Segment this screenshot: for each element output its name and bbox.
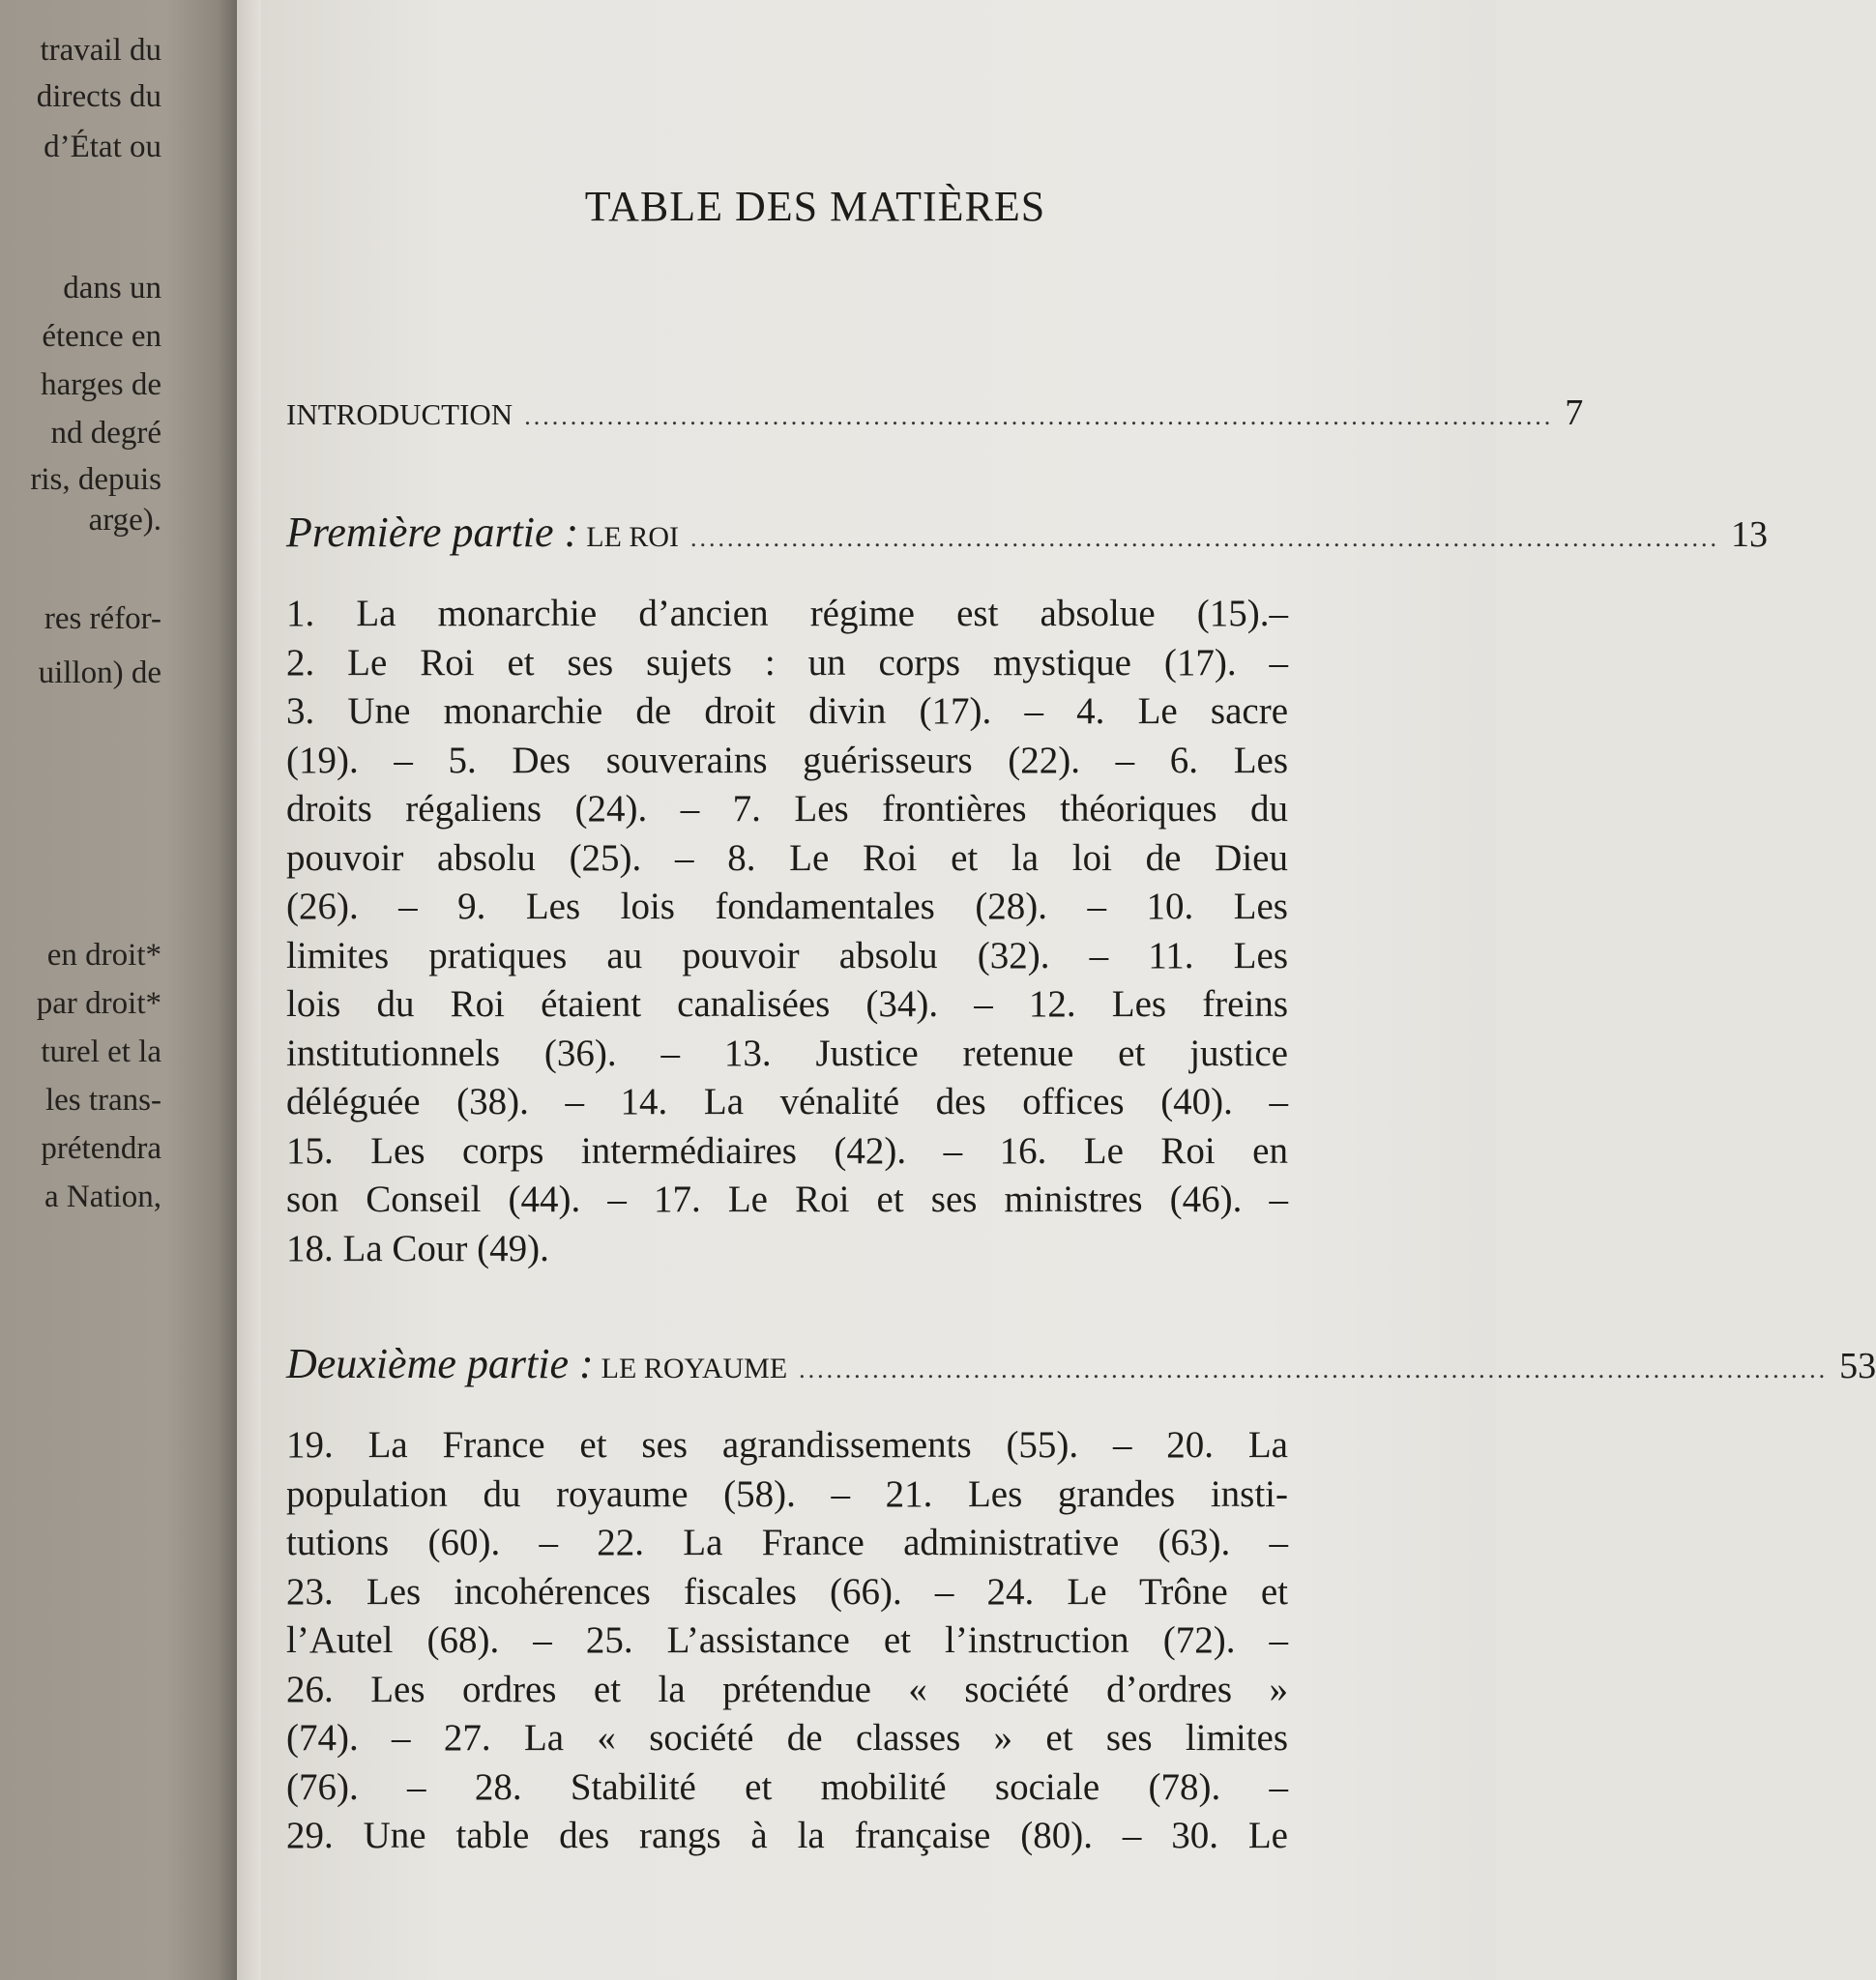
part-title: Deuxième partie : [286,1340,594,1387]
left-page-line: a Nation, [44,1179,161,1214]
toc-line: déléguée (38). – 14. La vénalité des offices (40). – [286,1081,1288,1122]
toc-line: 19. La France et ses agrandissements (55). – 20. La [286,1424,1288,1466]
left-page-line: ris, depuis [30,462,161,497]
entry-page: 13 [1731,514,1769,555]
toc-line: institutionnels (36). – 13. Justice retenue et justice [286,1032,1288,1074]
entry-label: INTRODUCTION [286,397,513,431]
left-page-line: prétendra [41,1131,161,1166]
toc-entry-part1 [286,508,1769,557]
left-page-line: en droit* [46,938,161,973]
toc-line: tutions (60). – 22. La France administrative (63). – [286,1522,1288,1563]
left-page-line: turel et la [41,1034,161,1069]
left-page-line: travail du [40,33,161,68]
toc-line: 2. Le Roi et ses sujets : un corps mystique (17). – [286,641,1288,684]
part-subtitle: LE ROYAUME [601,1353,788,1384]
left-page-line: par droit* [36,986,161,1021]
toc-line: 29. Une table des rangs à la française (80). – 30. Le [286,1815,1288,1856]
left-page-line: uillon) de [38,655,161,690]
toc-line: son Conseil (44). – 17. Le Roi et ses ministres (46). – [286,1179,1288,1220]
left-page-line: res réfor- [44,601,161,636]
toc-line: 1. La monarchie d’ancien régime est absolue (15).– [286,593,1288,634]
toc-line: 15. Les corps intermédiaires (42). – 16. Le Roi en [286,1129,1288,1172]
toc-line: (19). – 5. Des souverains guérisseurs (22). – 6. Les [286,739,1288,781]
leader-dots: ................................................................................................................ [690,524,1720,552]
toc-line: (74). – 27. La « société de classes » et ses limites [286,1717,1288,1759]
page-title: TABLE DES MATIÈRES [584,183,1046,230]
toc-line: 18. La Cour (49). [286,1227,549,1269]
toc-entry-introduction [286,392,1584,434]
left-page-line: arge). [88,503,161,538]
part-subtitle: LE ROI [586,521,680,553]
left-page-line: nd degré [50,416,161,451]
part-title: Première partie : [286,509,579,556]
toc-line: (26). – 9. Les lois fondamentales (28). – 10. Les [286,886,1288,927]
toc-entry-part2 [286,1339,1876,1388]
toc-line: l’Autel (68). – 25. L’assistance et l’instruction (72). – [286,1619,1288,1661]
left-page-line: étence en [42,319,161,354]
left-page-line: d’État ou [44,130,161,164]
leader-dots: ................................................................................................................ [524,402,1554,430]
toc-line: (76). – 28. Stabilité et mobilité sociale (78). – [286,1765,1288,1808]
toc-line: 3. Une monarchie de droit divin (17). – 4. Le sacre [286,690,1288,732]
toc-line: 23. Les incohérences fiscales (66). – 24. Le Trône et [286,1570,1288,1613]
toc-line: lois du Roi étaient canalisées (34). – 12. Les freins [286,983,1288,1025]
toc-line: limites pratiques au pouvoir absolu (32). – 11. Les [286,934,1288,976]
entry-page: 53 [1839,1346,1876,1386]
toc-line: pouvoir absolu (25). – 8. Le Roi et la loi de Dieu [286,836,1288,879]
left-page-line: directs du [36,79,161,114]
left-page-line: harges de [41,367,161,402]
toc-line: 26. Les ordres et la prétendue « société d’ordres » [286,1668,1288,1710]
entry-page: 7 [1565,393,1584,433]
left-page-line: dans un [63,271,161,306]
toc-line: droits régaliens (24). – 7. Les frontières théoriques du [286,788,1288,830]
left-page-line: les trans- [44,1083,161,1118]
leader-dots: ................................................................................................................ [799,1355,1829,1383]
toc-line: population du royaume (58). – 21. Les grandes insti- [286,1472,1288,1515]
